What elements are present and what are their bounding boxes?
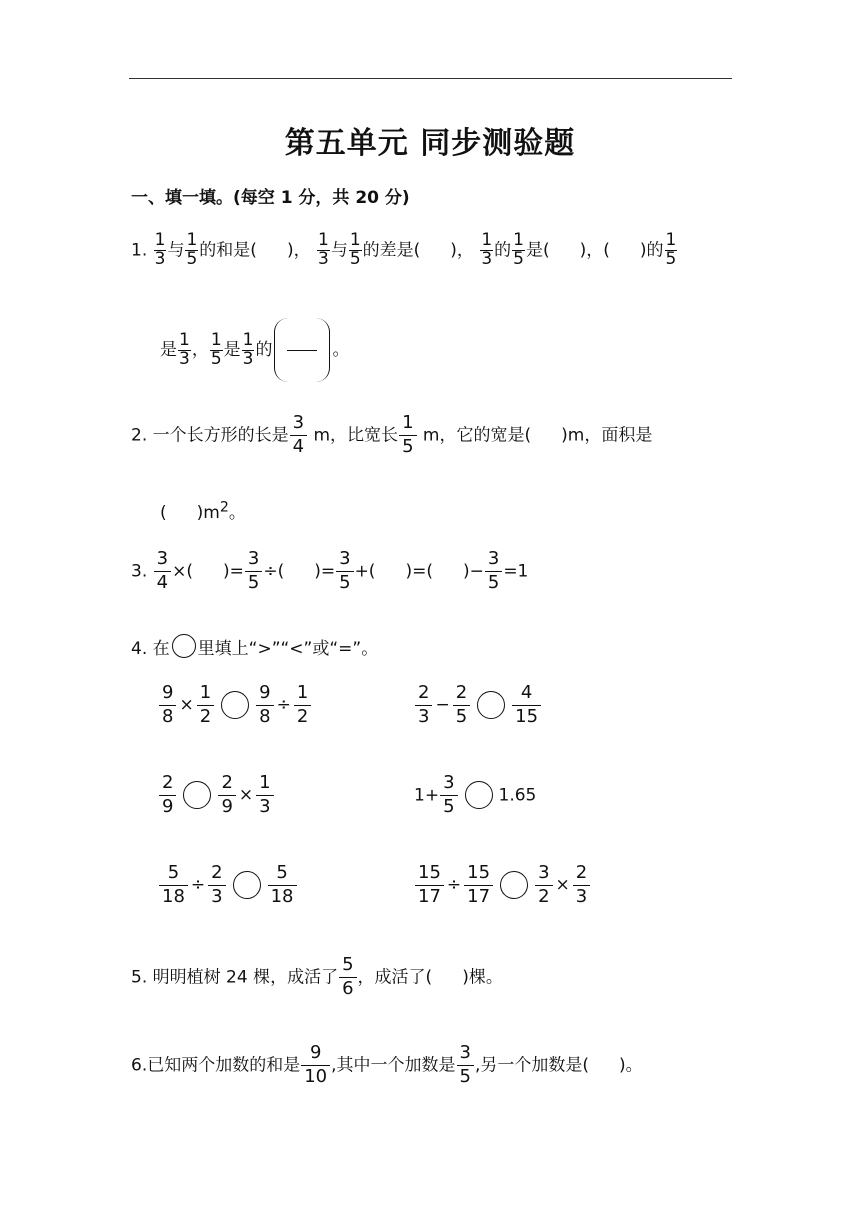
fraction: $\frac{15}{17}$ xyxy=(415,862,444,909)
q1-text: 是 xyxy=(160,340,177,360)
q4-text: 里填上“>”“<”或“=”。 xyxy=(197,639,379,659)
fraction: $\frac{3}{2}$ xyxy=(535,862,552,909)
comparison-circle-icon xyxy=(172,634,196,658)
fraction: $\frac{15}{17}$ xyxy=(464,862,493,909)
q1-text: 与 xyxy=(330,240,348,261)
operator: ÷ xyxy=(276,695,291,716)
operand-text: 1+ xyxy=(414,785,440,806)
fraction: $\frac{2}{3}$ xyxy=(415,682,432,729)
q1-text: )，( xyxy=(579,240,610,261)
operator: ÷ xyxy=(190,875,206,896)
answer-circle[interactable] xyxy=(221,691,249,719)
q1-text: ， xyxy=(191,340,209,360)
q1-text: 的差是( xyxy=(362,240,421,261)
q1-text: 是( xyxy=(525,240,550,261)
fraction: $\frac{1}{5}$ xyxy=(513,230,524,269)
fraction: $\frac{2}{3}$ xyxy=(208,862,225,909)
fraction: $\frac{4}{15}$ xyxy=(512,682,541,729)
q5-number: 5. xyxy=(131,967,148,988)
question-5 xyxy=(131,954,503,1001)
fraction: $\frac{2}{9}$ xyxy=(218,772,235,819)
comparison-item-3 xyxy=(158,772,275,819)
q1-text: 的 xyxy=(494,240,512,261)
q1-text: 的和是( xyxy=(199,240,257,261)
q1-text: )， xyxy=(286,240,311,261)
fraction: $\frac{3}{5}$ xyxy=(245,548,262,595)
fraction-answer-box[interactable] xyxy=(274,318,330,382)
fraction: $\frac{3}{5}$ xyxy=(485,548,502,595)
top-rule xyxy=(129,78,732,79)
fraction: $\frac{3}{4}$ xyxy=(154,548,171,595)
q2-text: )m，面积是 xyxy=(561,425,653,446)
fraction: $\frac{1}{2}$ xyxy=(294,682,311,729)
q3-number: 3. xyxy=(131,561,148,582)
answer-circle[interactable] xyxy=(233,871,261,899)
fraction-bar xyxy=(287,350,317,351)
answer-circle[interactable] xyxy=(477,691,505,719)
fraction: $\frac{2}{3}$ xyxy=(573,862,590,909)
fraction: $\frac{5}{6}$ xyxy=(339,954,356,1001)
fraction: $\frac{1}{3}$ xyxy=(481,230,493,269)
fraction: $\frac{9}{10}$ xyxy=(301,1042,330,1089)
comparison-item-2 xyxy=(414,682,542,729)
fraction: $\frac{1}{5}$ xyxy=(186,230,198,269)
q5-text: ，成活了( xyxy=(357,967,433,988)
q4-number: 4. xyxy=(131,639,148,659)
operator: × xyxy=(238,785,254,806)
fraction: $\frac{5}{18}$ xyxy=(268,862,297,909)
q3-text: ×( xyxy=(172,561,193,582)
q5-text: 明明植树 24 棵，成活了 xyxy=(152,967,339,988)
q1-text: 与 xyxy=(167,240,185,261)
q3-text: ÷( xyxy=(263,561,285,582)
q1-text: 是 xyxy=(223,340,241,360)
operator: − xyxy=(435,695,450,716)
q1-text: 。 xyxy=(332,340,350,360)
comparison-item-4 xyxy=(414,772,536,819)
q5-text: )棵。 xyxy=(462,967,503,988)
q3-text: )− xyxy=(462,561,484,582)
fraction: $\frac{1}{5}$ xyxy=(399,412,416,459)
q2-text: )m xyxy=(196,503,220,523)
fraction: $\frac{3}{5}$ xyxy=(336,548,353,595)
fraction: $\frac{3}{5}$ xyxy=(440,772,457,819)
page-title: 第五单元 同步测验题 xyxy=(284,126,576,161)
fraction: $\frac{1}{5}$ xyxy=(349,230,361,269)
q6-text: )。 xyxy=(619,1055,643,1076)
q2-number: 2. xyxy=(131,425,148,446)
operator: ÷ xyxy=(446,875,462,896)
q2-text: m，它的宽是( xyxy=(417,425,532,446)
fraction: $\frac{1}{3}$ xyxy=(179,329,190,369)
fraction: $\frac{3}{4}$ xyxy=(290,412,307,459)
fraction: $\frac{1}{3}$ xyxy=(154,230,166,269)
operator: × xyxy=(555,875,570,896)
fraction: $\frac{2}{5}$ xyxy=(453,682,470,729)
fraction: $\frac{1}{2}$ xyxy=(197,682,214,729)
comparison-item-1 xyxy=(158,682,312,729)
q3-text: =1 xyxy=(503,561,529,582)
q3-text: )=( xyxy=(405,561,433,582)
q1-number: 1. xyxy=(131,240,148,261)
question-1-line-2 xyxy=(160,318,349,382)
q2-superscript: 2 xyxy=(219,499,229,516)
question-2-line-1 xyxy=(131,412,652,459)
fraction: $\frac{2}{9}$ xyxy=(159,772,176,819)
q3-text: )= xyxy=(222,561,244,582)
fraction: $\frac{5}{18}$ xyxy=(159,862,188,909)
section-heading: 一、填一填。(每空 1 分，共 20 分) xyxy=(131,188,410,208)
q2-text: 。 xyxy=(228,503,246,523)
operator: × xyxy=(179,695,194,716)
fraction: $\frac{9}{8}$ xyxy=(159,682,176,729)
fraction: $\frac{9}{8}$ xyxy=(256,682,273,729)
question-3 xyxy=(131,548,528,595)
q6-number: 6. xyxy=(131,1055,148,1076)
q1-text: 的 xyxy=(255,340,273,360)
fraction: $\frac{1}{5}$ xyxy=(210,329,222,369)
q1-text: )的 xyxy=(639,240,664,261)
fraction: $\frac{1}{5}$ xyxy=(665,230,677,269)
q3-text: )= xyxy=(314,561,336,582)
q1-text: )， xyxy=(450,240,474,261)
question-4 xyxy=(131,634,378,659)
question-1-line-1 xyxy=(131,232,678,269)
comparison-item-6 xyxy=(414,862,591,909)
q2-text: 一个长方形的长是 xyxy=(152,425,289,446)
fraction: $\frac{1}{3}$ xyxy=(242,329,254,369)
q4-text: 在 xyxy=(152,639,170,659)
comparison-item-5 xyxy=(158,862,298,909)
question-2-line-2 xyxy=(160,498,246,523)
fraction: $\frac{3}{5}$ xyxy=(457,1042,474,1089)
q3-text: +( xyxy=(354,561,376,582)
answer-circle[interactable] xyxy=(500,871,528,899)
q2-text: ( xyxy=(160,503,167,523)
q6-text: ,其中一个加数是 xyxy=(331,1055,456,1076)
q2-text: m，比宽长 xyxy=(308,425,399,446)
operand-text: 1.65 xyxy=(498,785,537,806)
question-6 xyxy=(131,1042,643,1089)
fraction: $\frac{1}{3}$ xyxy=(317,230,329,269)
answer-circle[interactable] xyxy=(183,781,211,809)
q6-text: ,另一个加数是( xyxy=(475,1055,590,1076)
q6-text: 已知两个加数的和是 xyxy=(147,1055,301,1076)
fraction: $\frac{1}{3}$ xyxy=(256,772,273,819)
answer-circle[interactable] xyxy=(465,781,493,809)
